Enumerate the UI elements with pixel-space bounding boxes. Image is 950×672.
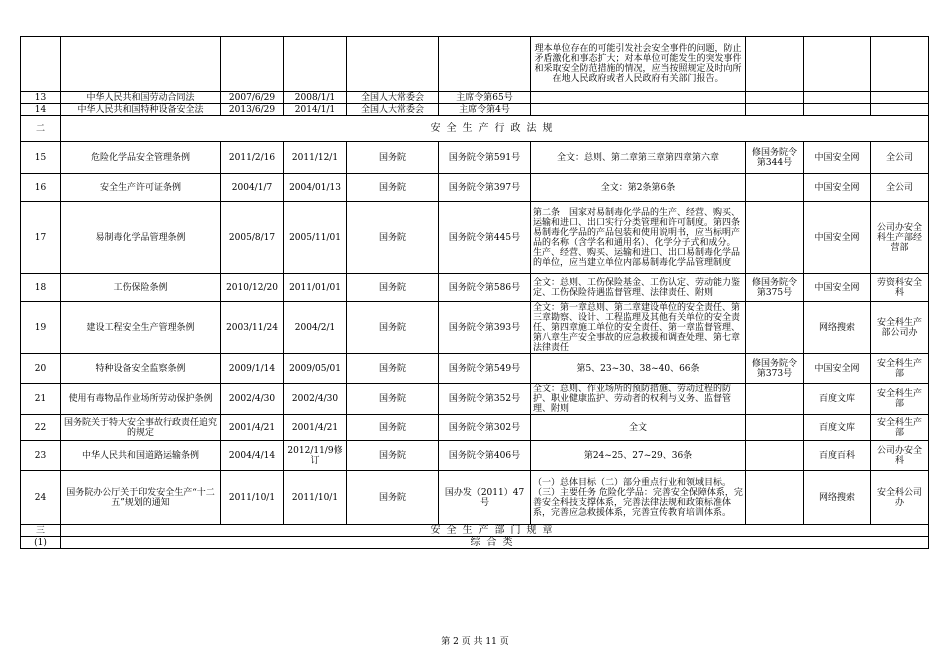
issuing-body-cell: 国务院 [347, 174, 439, 202]
applicable-clauses-cell: 全文：第一章总则、第二章建设单位的安全责任、第三章勘察、设计、工程监理及其他有关单位的安全责任、第四章施工单位的安全责任、第一章监督管理、第八章生产安全事故的应急救援和调查处理、第七章法律责任 [531, 302, 746, 354]
law-name-cell: 中华人民共和国特种设备安全法 [61, 104, 221, 116]
row-number-cell: 21 [21, 384, 61, 415]
responsible-dept-cell: 公司办安全科 [871, 441, 929, 471]
responsible-dept-cell [871, 92, 929, 104]
table-row [21, 441, 929, 471]
table-row [21, 471, 929, 525]
law-name-cell: 国务院关于特大安全事故行政责任追究的规定 [61, 415, 221, 441]
revision-note-cell [746, 37, 804, 92]
responsible-dept-cell: 全公司 [871, 174, 929, 202]
revision-note-cell: 修国务院令第375号 [746, 274, 804, 302]
table-row [21, 274, 929, 302]
source-cell: 网络搜索 [804, 471, 871, 525]
applicable-clauses-cell: 第24~25、27~29、36条 [531, 441, 746, 471]
revision-note-cell [746, 302, 804, 354]
publish-date-cell: 2003/11/24 [221, 302, 284, 354]
section-number: 二 [21, 116, 61, 142]
row-number-cell: 19 [21, 302, 61, 354]
table-row [21, 37, 929, 92]
document-number-cell: 国务院令第352号 [439, 384, 531, 415]
law-name-cell: 易制毒化学品管理条例 [61, 202, 221, 274]
effective-date-cell: 2002/4/30 [284, 384, 347, 415]
publish-date-cell: 2009/1/14 [221, 354, 284, 384]
publish-date-cell: 2002/4/30 [221, 384, 284, 415]
document-number-cell: 主席令第65号 [439, 92, 531, 104]
section-row [21, 116, 929, 142]
document-number-cell: 国务院令第586号 [439, 274, 531, 302]
regulation-table [20, 36, 929, 549]
publish-date-cell: 2011/2/16 [221, 142, 284, 174]
table-row [21, 302, 929, 354]
revision-note-cell [746, 174, 804, 202]
table-row [21, 142, 929, 174]
responsible-dept-cell: 安全科生产部 [871, 354, 929, 384]
issuing-body-cell: 国务院 [347, 354, 439, 384]
law-name-cell: 中华人民共和国道路运输条例 [61, 441, 221, 471]
section-row [21, 525, 929, 537]
section-row [21, 537, 929, 549]
document-number-cell: 国务院令第393号 [439, 302, 531, 354]
effective-date-cell [284, 37, 347, 92]
law-name-cell: 国务院办公厅关于印发安全生产“十二五”规划的通知 [61, 471, 221, 525]
responsible-dept-cell: 安全科生产部公司办 [871, 302, 929, 354]
document-number-cell: 国务院令第445号 [439, 202, 531, 274]
row-number-cell: 15 [21, 142, 61, 174]
page-footer: 第 2 页 共 11 页 [441, 637, 509, 647]
law-name-cell: 危险化学品安全管理条例 [61, 142, 221, 174]
effective-date-cell: 2014/1/1 [284, 104, 347, 116]
applicable-clauses-cell: 全文：第2条第6条 [531, 174, 746, 202]
issuing-body-cell: 国务院 [347, 274, 439, 302]
publish-date-cell: 2010/12/20 [221, 274, 284, 302]
responsible-dept-cell: 安全科生产部 [871, 415, 929, 441]
law-name-cell: 建设工程安全生产管理条例 [61, 302, 221, 354]
issuing-body-cell: 国务院 [347, 202, 439, 274]
effective-date-cell: 2011/12/1 [284, 142, 347, 174]
issuing-body-cell: 国务院 [347, 142, 439, 174]
effective-date-cell: 2004/01/13 [284, 174, 347, 202]
source-cell: 百度百科 [804, 441, 871, 471]
revision-note-cell [746, 415, 804, 441]
row-number-cell: 13 [21, 92, 61, 104]
publish-date-cell: 2007/6/29 [221, 92, 284, 104]
publish-date-cell: 2004/1/7 [221, 174, 284, 202]
source-cell: 百度文库 [804, 415, 871, 441]
row-number-cell: 23 [21, 441, 61, 471]
row-number-cell: 14 [21, 104, 61, 116]
document-number-cell: 国务院令第406号 [439, 441, 531, 471]
law-name-cell [61, 37, 221, 92]
issuing-body-cell: 国务院 [347, 302, 439, 354]
effective-date-cell: 2011/10/1 [284, 471, 347, 525]
revision-note-cell [746, 384, 804, 415]
source-cell: 中国安全网 [804, 142, 871, 174]
effective-date-cell: 2009/05/01 [284, 354, 347, 384]
table-row [21, 384, 929, 415]
responsible-dept-cell [871, 104, 929, 116]
issuing-body-cell: 国务院 [347, 415, 439, 441]
row-number-cell: 24 [21, 471, 61, 525]
effective-date-cell: 2004/2/1 [284, 302, 347, 354]
effective-date-cell: 2011/01/01 [284, 274, 347, 302]
section-title: 综合类 [61, 537, 929, 549]
publish-date-cell: 2004/4/14 [221, 441, 284, 471]
effective-date-cell: 2001/4/21 [284, 415, 347, 441]
issuing-body-cell: 全国人大常委会 [347, 104, 439, 116]
responsible-dept-cell [871, 37, 929, 92]
responsible-dept-cell: 安全科生产部 [871, 384, 929, 415]
applicable-clauses-cell: （一）总体目标（二）部分重点行业和领域目标。（三）主要任务 危险化学品：完善安全保障体系，完善安全科技支撑体系，完善法律法规和政策标准体系，完善应急救援体系，完善宣传教育培训体系。 [531, 471, 746, 525]
law-name-cell: 特种设备安全监察条例 [61, 354, 221, 384]
revision-note-cell [746, 92, 804, 104]
source-cell [804, 104, 871, 116]
section-title: 安全生产行政法规 [61, 116, 929, 142]
applicable-clauses-cell: 全文 [531, 415, 746, 441]
applicable-clauses-cell: 第二条 国家对易制毒化学品的生产、经营、购买、运输和进口、出口实行分类管理和许可制度。第四条 易制毒化学品的产品包装和使用说明书，应当标明产品的名称（含学名和通用名）、化学分子式和成分。生产、经营、购买、运输和进口、出口易制毒化学品的单位，应当建立单位内部易制毒化学品管理制度 [531, 202, 746, 274]
publish-date-cell: 2013/6/29 [221, 104, 284, 116]
source-cell: 中国安全网 [804, 202, 871, 274]
row-number-cell: 20 [21, 354, 61, 384]
section-number: 三 [21, 525, 61, 537]
source-cell [804, 37, 871, 92]
table-row [21, 415, 929, 441]
publish-date-cell [221, 37, 284, 92]
row-number-cell: 16 [21, 174, 61, 202]
law-name-cell: 中华人民共和国劳动合同法 [61, 92, 221, 104]
revision-note-cell [746, 202, 804, 274]
document-number-cell: 国务院令第549号 [439, 354, 531, 384]
revision-note-cell: 修国务院令第373号 [746, 354, 804, 384]
source-cell: 中国安全网 [804, 354, 871, 384]
source-cell: 中国安全网 [804, 174, 871, 202]
source-cell: 中国安全网 [804, 274, 871, 302]
applicable-clauses-cell [531, 104, 746, 116]
applicable-clauses-cell: 全文：总则、第二章第三章第四章第六章 [531, 142, 746, 174]
responsible-dept-cell: 公司办安全科生产部经营部 [871, 202, 929, 274]
table-row [21, 104, 929, 116]
document-number-cell [439, 37, 531, 92]
applicable-clauses-cell: 第5、23~30、38~40、66条 [531, 354, 746, 384]
row-number-cell: 18 [21, 274, 61, 302]
revision-note-cell [746, 471, 804, 525]
table-row [21, 202, 929, 274]
document-number-cell: 国务院令第302号 [439, 415, 531, 441]
issuing-body-cell: 国务院 [347, 384, 439, 415]
revision-note-cell: 修国务院令第344号 [746, 142, 804, 174]
issuing-body-cell: 全国人大常委会 [347, 92, 439, 104]
source-cell: 百度文库 [804, 384, 871, 415]
section-title: 安全生产部门规章 [61, 525, 929, 537]
effective-date-cell: 2012/11/9修订 [284, 441, 347, 471]
table-row [21, 174, 929, 202]
responsible-dept-cell: 安全科公司办 [871, 471, 929, 525]
row-number-cell [21, 37, 61, 92]
applicable-clauses-cell: 理本单位存在的可能引发社会安全事件的问题，防止矛盾激化和事态扩大；对本单位可能发生的突发事件和采取安全防范措施的情况，应当按照规定及时向所在地人民政府或者人民政府有关部门报告。 [531, 37, 746, 92]
publish-date-cell: 2005/8/17 [221, 202, 284, 274]
document-number-cell: 主席令第4号 [439, 104, 531, 116]
row-number-cell: 22 [21, 415, 61, 441]
law-name-cell: 工伤保险条例 [61, 274, 221, 302]
issuing-body-cell: 国务院 [347, 471, 439, 525]
applicable-clauses-cell: 全文：总则、工伤保险基金、工伤认定、劳动能力鉴定、工伤保险待遇监督管理、法律责任、附则 [531, 274, 746, 302]
responsible-dept-cell: 劳资科安全科 [871, 274, 929, 302]
row-number-cell: 17 [21, 202, 61, 274]
revision-note-cell [746, 441, 804, 471]
document-number-cell: 国务院令第591号 [439, 142, 531, 174]
issuing-body-cell [347, 37, 439, 92]
source-cell: 网络搜索 [804, 302, 871, 354]
document-number-cell: 国办发（2011）47号 [439, 471, 531, 525]
issuing-body-cell: 国务院 [347, 441, 439, 471]
source-cell [804, 92, 871, 104]
document-number-cell: 国务院令第397号 [439, 174, 531, 202]
applicable-clauses-cell [531, 92, 746, 104]
section-number: (1) [21, 537, 61, 549]
law-name-cell: 使用有毒物品作业场所劳动保护条例 [61, 384, 221, 415]
table-row [21, 354, 929, 384]
law-name-cell: 安全生产许可证条例 [61, 174, 221, 202]
table-row [21, 92, 929, 104]
effective-date-cell: 2008/1/1 [284, 92, 347, 104]
applicable-clauses-cell: 全文：总则、作业场所的预防措施、劳动过程的防护、职业健康监护、劳动者的权利与义务、监督管理、附则 [531, 384, 746, 415]
publish-date-cell: 2011/10/1 [221, 471, 284, 525]
effective-date-cell: 2005/11/01 [284, 202, 347, 274]
publish-date-cell: 2001/4/21 [221, 415, 284, 441]
revision-note-cell [746, 104, 804, 116]
responsible-dept-cell: 全公司 [871, 142, 929, 174]
